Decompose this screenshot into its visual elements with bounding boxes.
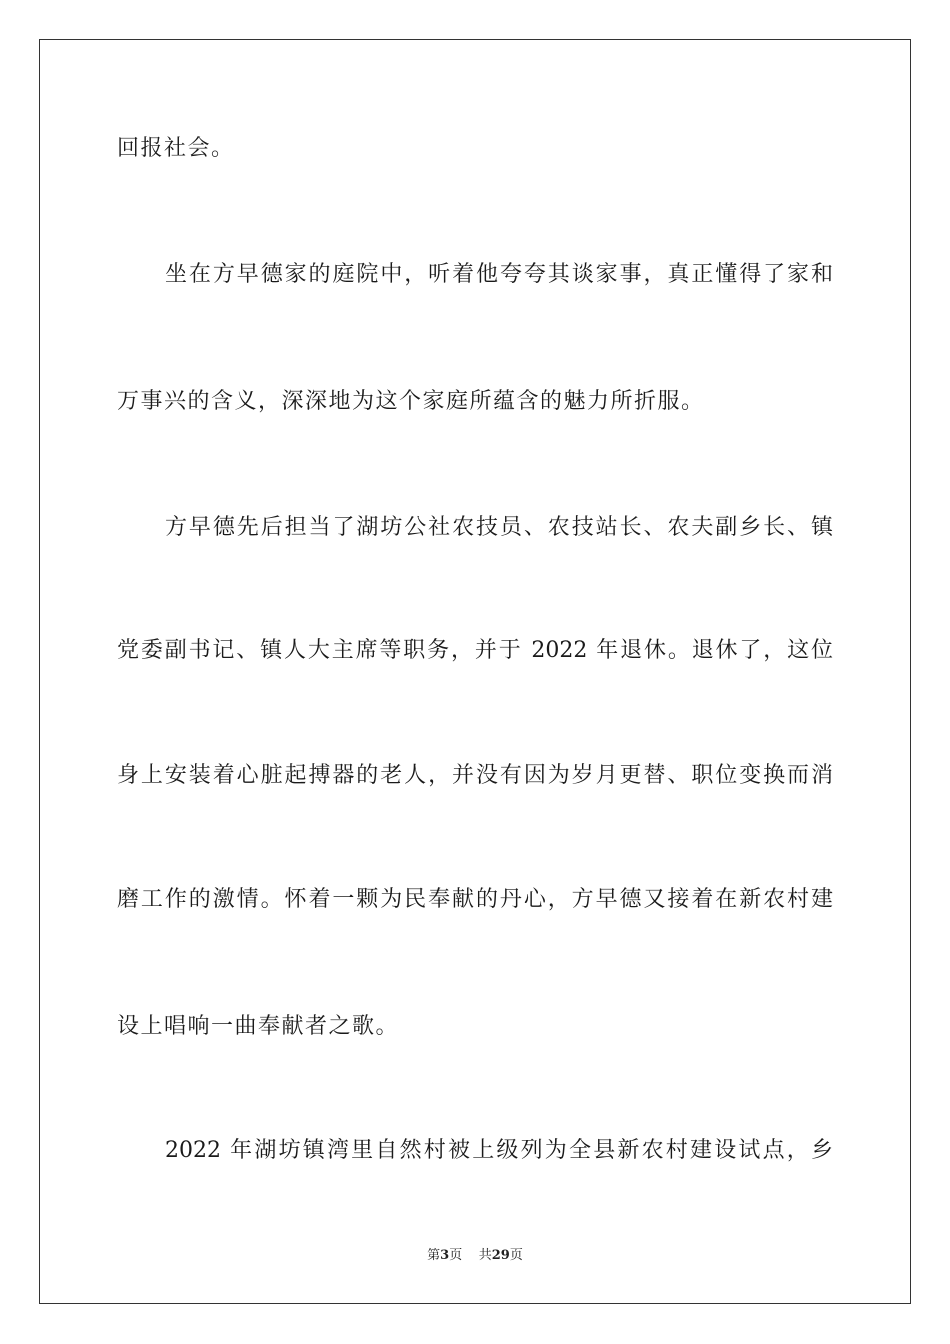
- text-line-1: 回报社会。: [117, 136, 235, 161]
- text-line-4: 方早德先后担当了湖坊公社农技员、农技站长、农夫副乡长、镇: [165, 515, 833, 540]
- text-line-6: 身上安装着心脏起搏器的老人，并没有因为岁月更替、职位变换而消: [117, 763, 833, 788]
- text-line-5: 党委副书记、镇人大主席等职务，并于 2022 年退休。退休了，这位: [117, 638, 833, 663]
- page-unit: 页: [449, 1248, 463, 1263]
- page-prefix: 第: [427, 1248, 441, 1263]
- text-line-3: 万事兴的含义，深深地为这个家庭所蕴含的魅力所折服。: [117, 389, 705, 414]
- total-unit: 页: [509, 1248, 523, 1263]
- text-line-8: 设上唱响一曲奉献者之歌。: [117, 1014, 400, 1039]
- text-line-7: 磨工作的激情。怀着一颗为民奉献的丹心，方早德又接着在新农村建: [117, 887, 833, 912]
- text-line-2: 坐在方早德家的庭院中，听着他夸夸其谈家事，真正懂得了家和: [165, 262, 833, 287]
- page-footer: [0, 1246, 950, 1266]
- total-prefix: 共: [478, 1248, 492, 1263]
- page-border: [39, 39, 911, 1304]
- page-current: 3: [440, 1248, 450, 1263]
- page-total: 29: [491, 1248, 510, 1263]
- text-line-9: 2022 年湖坊镇湾里自然村被上级列为全县新农村建设试点，乡: [165, 1138, 833, 1163]
